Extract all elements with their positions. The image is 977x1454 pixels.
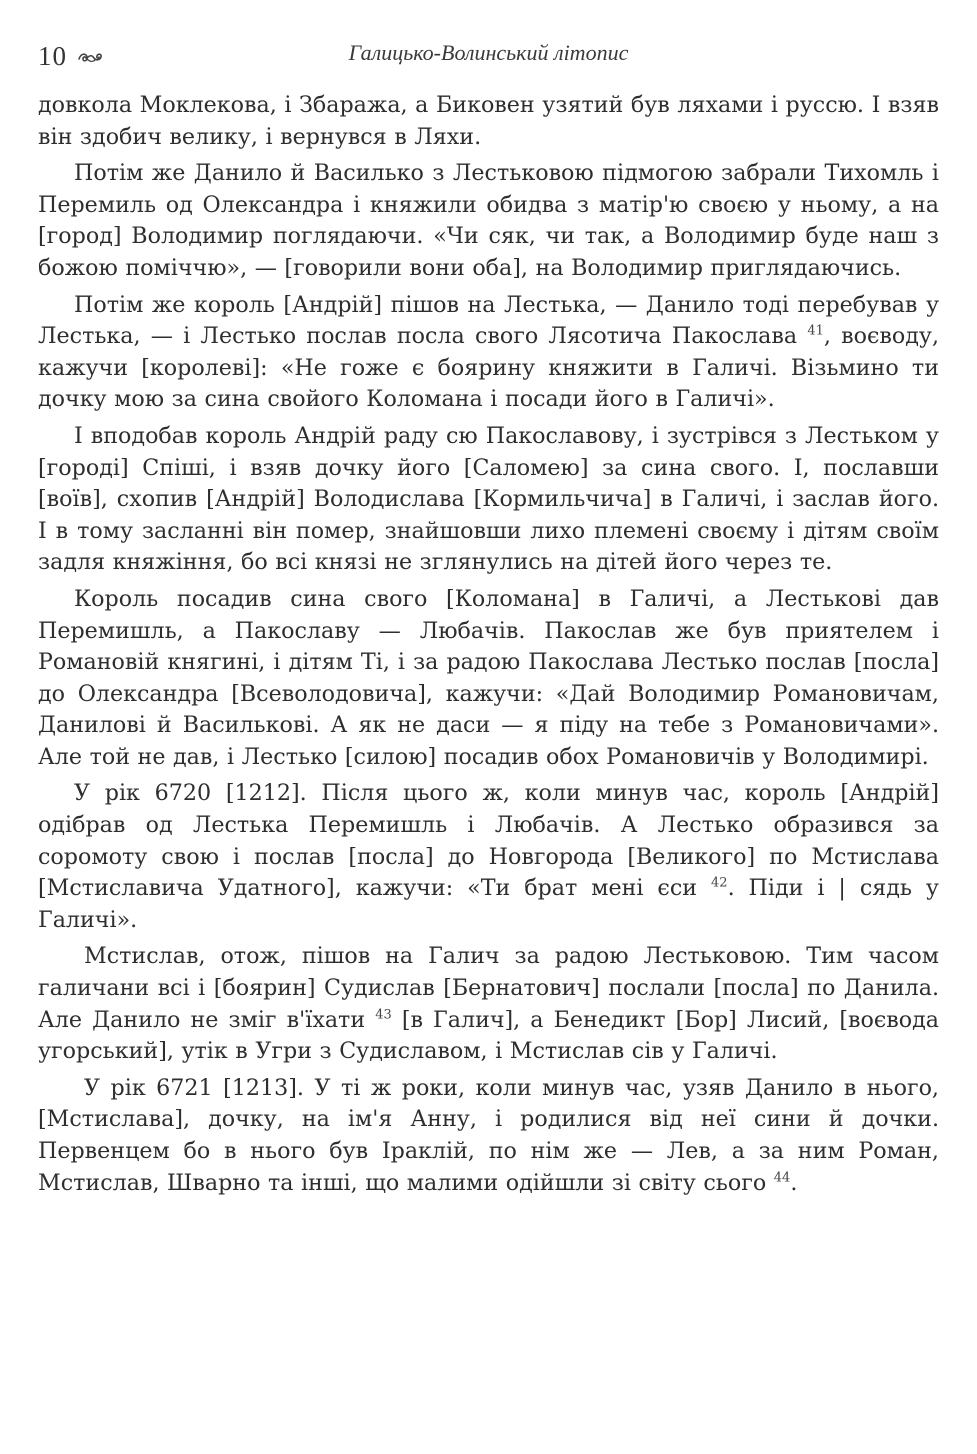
paragraph bbox=[38, 158, 939, 284]
text-run: . Піди і | сядь у Галичі». bbox=[38, 875, 939, 933]
footnote-marker: 43 bbox=[375, 1007, 392, 1023]
text-run: У рік 6720 [1212]. Після цього ж, коли минув час, король [Андрій] одібрав од Лестька Перемишль і Любачів. А Лестько образився за соромоту свою і послав [посла] до Новгорода [Великого] по Мстислава [Мстиславича Удатного], кажучи: «Ти брат мені єси bbox=[38, 780, 939, 902]
footnote-marker: 41 bbox=[807, 323, 824, 339]
page-number: 10 bbox=[38, 40, 67, 71]
paragraph bbox=[38, 90, 939, 153]
text-run: [в Галич], а Бенедикт [Бор] Лисий, [воєвода угорський], утік в Угри з Судиславом, і Мстислав сів у Галичі. bbox=[38, 1006, 939, 1065]
text-run: Король посадив сина свого [Коломана] в Галичі, а Лестькові дав Перемишль, а Пакославу — Любачів. Пакослав же був приятелем і Романовій княгині, і дітям Ті, і за радою Пакослава Лестько послав [посла] до Олександра [Всеволодовича], кажучи: «Дай Володимир Романовичам, Данилові й Василькові. А як не даси — я піду на тебе з Романовичами». Але той не дав, і Лестько [силою] посадив обох Романовичів у Володимирі. bbox=[38, 585, 939, 770]
text-run: Потім же Данило й Василько з Лестьковою підмогою забрали Тихомль і Перемиль од Олександра і княжили обидва з матір'ю своєю у ньому, а на [город] Володимир поглядаючи. «Чи сяк, чи так, а Володимир буде наш з божою поміччю», — [говорили вони оба], на Володимир приглядаючись. bbox=[38, 160, 939, 281]
text-run: У рік 6721 [1213]. У ті ж роки, коли минув час, узяв Данило в нього, [Мстислава], дочку, на ім'я Анну, і родилися від неї сини й дочки. Первенцем бо в нього був Іраклій, по нім же — Лев, а за ним Роман, Мстислав, Шварно та інші, що малими одійшли зі світу сього bbox=[38, 1074, 939, 1196]
paragraph bbox=[38, 1073, 939, 1199]
paragraph bbox=[38, 290, 939, 416]
running-head bbox=[38, 34, 939, 78]
footnote-marker: 42 bbox=[711, 875, 728, 891]
running-title: Галицько-Волинський літопис bbox=[348, 40, 629, 65]
paragraph bbox=[38, 584, 939, 774]
text-run: , воєводу, кажучи [королеві]: «Не гоже є боярину княжити в Галичі. Візьмино ти дочку мою за сина свойого Коломана і посади його в Галичі». bbox=[38, 323, 939, 413]
paragraph bbox=[38, 421, 939, 579]
body-text bbox=[38, 90, 939, 1199]
paragraph bbox=[38, 941, 939, 1067]
text-run: Мстислав, отож, пішов на Галич за радою Лестьковою. Тим часом галичани всі і [боярин] Судислав [Бернатович] послали [посла] по Данила. Але Данило не зміг в'їхати bbox=[38, 943, 939, 1033]
text-run: І вподобав король Андрій раду сю Пакославову, і зустрівся з Лестьком у [городі] Спіші, і взяв дочку його [Саломею] за сина свого. І, пославши [воїв], схопив [Андрій] Володислава [Кормильчича] в Галичі, і заслав його. І в тому засланні він помер, знайшовши лихо племені своєму і дітям своїм задля княжіння, бо всі князі не зглянулись на дітей його через те. bbox=[38, 422, 939, 576]
paragraph bbox=[38, 778, 939, 936]
footnote-marker: 44 bbox=[773, 1170, 791, 1186]
text-run: Потім же король [Андрій] пішов на Лестька, — Данило тоді перебував у Лестька, — і Лестько послав посла свого Лясотича Пакослава bbox=[38, 291, 939, 350]
text-run: довкола Моклекова, і Збаража, а Биковен узятий був ляхами і руссю. І взяв він здобич велику, і вернувся в Ляхи. bbox=[38, 92, 939, 150]
text-run: . bbox=[790, 1169, 798, 1196]
